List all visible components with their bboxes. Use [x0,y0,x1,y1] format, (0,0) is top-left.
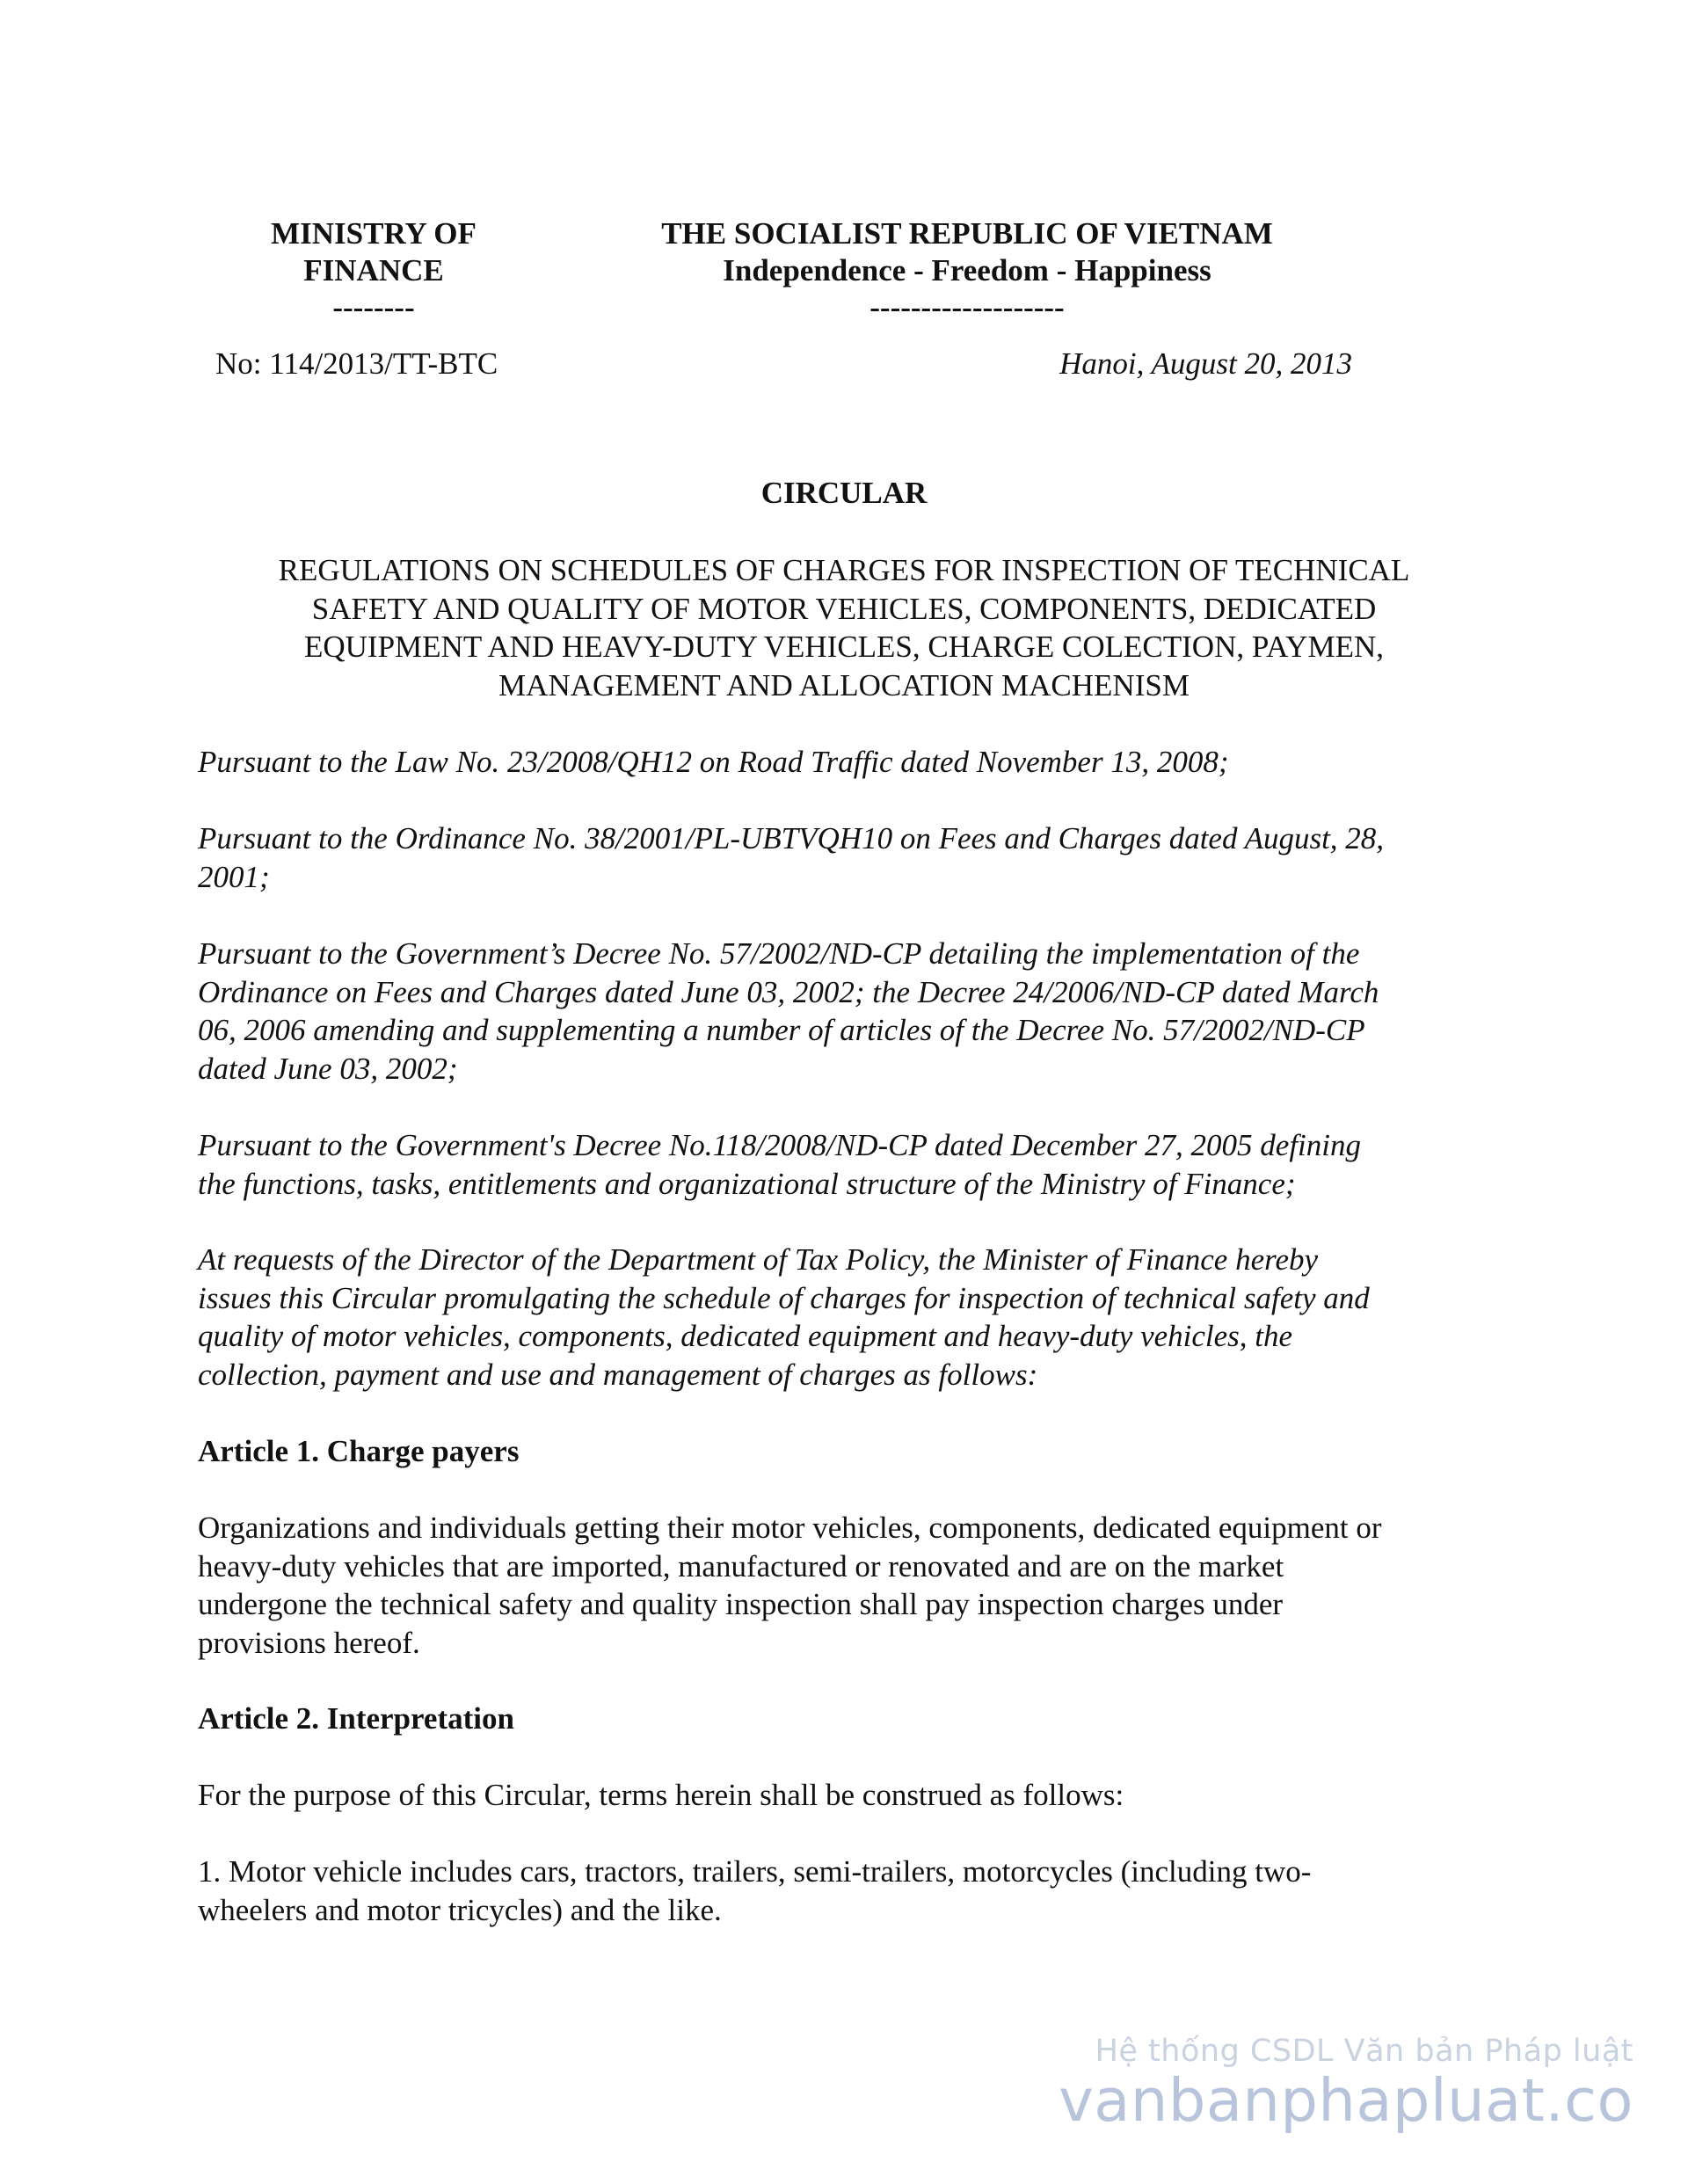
subtitle-line: SAFETY AND QUALITY OF MOTOR VEHICLES, COMPONENTS, DEDICATED [311,591,1377,626]
ministry-divider: -------- [332,290,415,324]
watermark-site: vanbanphapluat.co [1059,2066,1633,2135]
preamble-line: collection, payment and use and management of charges as follows: [198,1357,1038,1392]
article-2-item-line: wheelers and motor tricycles) and the like. [198,1892,722,1927]
preamble-line: Ordinance on Fees and Charges dated June 03, 2002; the Decree 24/2006/ND-CP dated March [198,974,1379,1009]
article-1-body [198,1509,1490,1662]
preamble-line: 06, 2006 amending and supplementing a number of articles of the Decree No. 57/2002/ND-CP [198,1013,1365,1047]
document-number: No: 114/2013/TT-BTC [215,346,498,381]
subtitle-line: REGULATIONS ON SCHEDULES OF CHARGES FOR INSPECTION OF TECHNICAL [278,553,1410,587]
ministry-name-line1: MINISTRY OF [271,216,477,251]
article-1-line: Organizations and individuals getting their motor vehicles, components, dedicated equipment or [198,1511,1382,1545]
article-1-line: provisions hereof. [198,1625,420,1660]
preamble-line: the functions, tasks, entitlements and organizational structure of the Ministry of Finance; [198,1166,1296,1201]
preamble-line: Pursuant to the Government’s Decree No. 57/2002/ND-CP detailing the implementation of the [198,936,1360,971]
article-1-line: undergone the technical safety and quality inspection shall pay inspection charges under [198,1587,1284,1621]
preamble-paragraph-3 [198,935,1490,1088]
country-name: THE SOCIALIST REPUBLIC OF VIETNAM [661,216,1273,251]
preamble-paragraph-4 [198,1126,1490,1203]
document-subtitle [198,551,1490,704]
watermark-caption: Hệ thống CSDL Văn bản Pháp luật [1095,2034,1633,2069]
preamble-line: quality of motor vehicles, components, dedicated equipment and heavy-duty vehicles, the [198,1319,1293,1353]
preamble-line: Pursuant to the Law No. 23/2008/QH12 on Road Traffic dated November 13, 2008; [198,745,1229,779]
preamble-line: 2001; [198,859,270,894]
article-1-line: heavy-duty vehicles that are imported, manufactured or renovated and are on the market [198,1548,1284,1583]
document-title: CIRCULAR [760,476,928,510]
preamble-line: dated June 03, 2002; [198,1051,458,1086]
article-1-heading: Article 1. Charge payers [198,1434,520,1468]
country-divider: ------------------- [869,290,1065,324]
document-date: Hanoi, August 20, 2013 [1059,346,1352,381]
article-2-intro: For the purpose of this Circular, terms herein shall be construed as follows: [198,1778,1124,1812]
subtitle-line: EQUIPMENT AND HEAVY-DUTY VEHICLES, CHARGE COLECTION, PAYMEN, [304,630,1384,664]
article-2-item-line: 1. Motor vehicle includes cars, tractors, trailers, semi-trailers, motorcycles (including two- [198,1854,1312,1889]
subtitle-line: MANAGEMENT AND ALLOCATION MACHENISM [498,667,1190,703]
preamble-paragraph-1 [198,743,1490,782]
article-2-heading: Article 2. Interpretation [198,1701,514,1736]
preamble-line: Pursuant to the Government's Decree No.118/2008/ND-CP dated December 27, 2005 defining [198,1128,1362,1162]
preamble-line: issues this Circular promulgating the schedule of charges for inspection of technical safety and [198,1280,1370,1315]
preamble-paragraph-2 [198,819,1490,896]
preamble-paragraph-5 [198,1241,1490,1394]
article-2-item-1 [198,1853,1490,1929]
preamble-line: At requests of the Director of the Department of Tax Policy, the Minister of Finance hereby [198,1242,1319,1277]
national-motto: Independence - Freedom - Happiness [723,253,1211,288]
preamble-line: Pursuant to the Ordinance No. 38/2001/PL-UBTVQH10 on Fees and Charges dated August, 28, [198,821,1385,855]
ministry-name-line2: FINANCE [303,253,444,288]
country-header [598,215,1336,326]
ministry-header [193,215,554,326]
